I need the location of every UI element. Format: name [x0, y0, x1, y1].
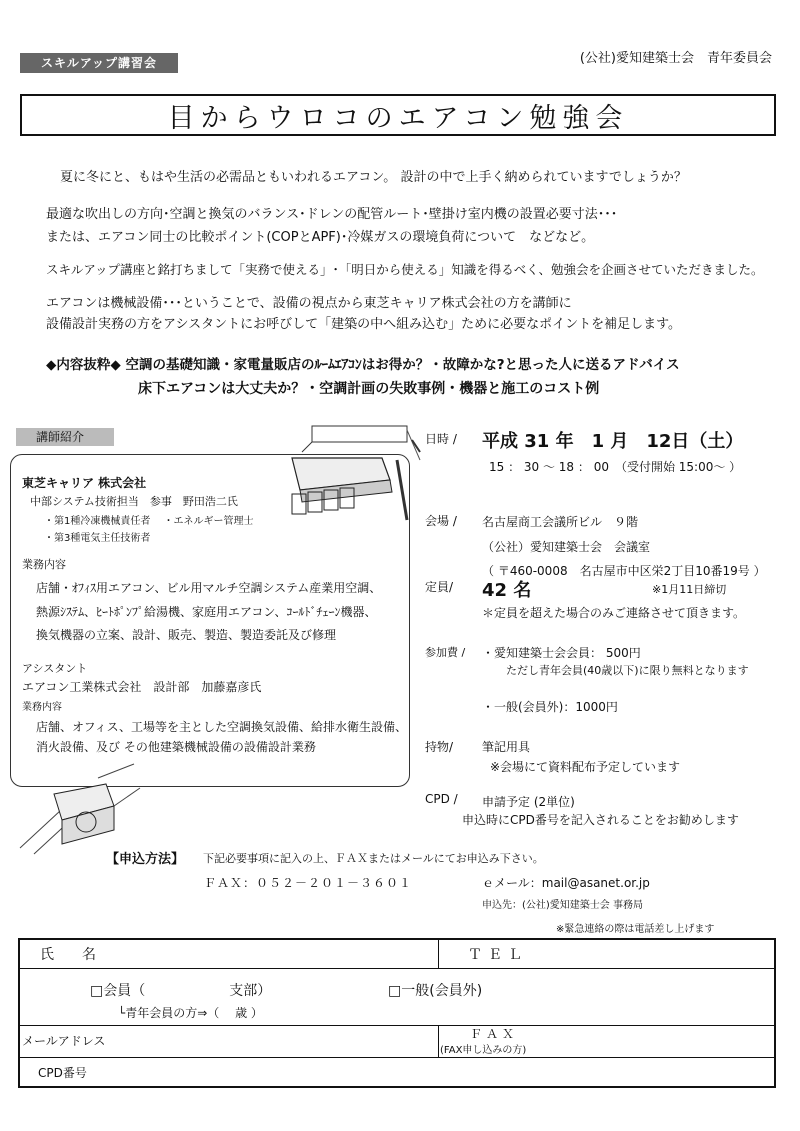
date-label: 日時 / [425, 432, 457, 446]
lecturer-company: 東芝キャリア 株式会社 [22, 476, 147, 490]
apply-label: 【申込方法】 [106, 852, 185, 867]
lecturer-role: 中部システム技術担当 参事 野田浩二氏 [30, 495, 238, 508]
form-general-checkbox[interactable]: □一般(会員外) [388, 983, 483, 999]
lecturer-section-label: 講師紹介 [16, 428, 114, 446]
assistant-work-line: 店舗、オフィス、工場等を主とした空調換気設備、給排水衛生設備、 [36, 720, 408, 734]
urgent-note: ※緊急連絡の際は電話差し上げます [556, 924, 715, 935]
assistant-work-label: 業務内容 [22, 702, 62, 713]
deadline: ※1月11日締切 [652, 583, 727, 596]
cpd-label: CPD / [425, 792, 458, 806]
assistant-work-line: 消火設備、及び その他建築機械設備の設備設計業務 [36, 740, 316, 754]
bring-label: 持物/ [425, 740, 454, 754]
fee-member-note: ただし青年会員(40歳以下)に限り無料となります [506, 664, 749, 677]
form-tel-field[interactable]: ＴＥＬ [468, 947, 528, 963]
event-time: 15 ： 30 ～ 18 ： 00 （受付開始 15:00～ ） [489, 460, 742, 474]
apply-destination: 申込先：(公社)愛知建築士会 事務局 [482, 900, 643, 911]
work-label: 業務内容 [22, 558, 66, 571]
lecturer-quals: ・第3種電気主任技術者 [44, 533, 151, 544]
title-box [20, 94, 776, 136]
form-name-field[interactable]: 氏 名 [40, 947, 96, 963]
fee-member: ・愛知建築士会会員： 500円 [482, 646, 641, 660]
content-highlights-2: 床下エアコンは大丈夫か？・空調計画の失敗事例・機器と施工のコスト例 [138, 381, 600, 397]
cpd-note: 申込時にCPD番号を記入されることをお勧めします [462, 813, 739, 827]
fee-general: ・一般(会員外)：1000円 [482, 700, 618, 714]
outdoor-unit-illustration [14, 758, 144, 858]
email-address: ｅメール：mail@asanet.or.jp [482, 876, 650, 890]
page-title: 目からウロコのエアコン勉強会 [167, 102, 629, 134]
capacity-note: ＊定員を超えた場合のみご連絡させて頂きます。 [482, 606, 746, 620]
venue-line: （公社）愛知建築士会 会議室 [482, 540, 651, 554]
apply-text: 下記必要事項に記入の上、ＦＡＸまたはメールにてお申込み下さい。 [203, 852, 544, 865]
intro-line: または、エアコン同士の比較ポイント(COPとAPF)･冷媒ガスの環境負荷について などなど。 [46, 230, 595, 245]
capacity-label: 定員/ [425, 580, 454, 594]
assistant-label: アシスタント [22, 662, 88, 675]
work-line: 換気機器の立案、設計、販売、製造、製造委託及び修理 [36, 628, 337, 642]
venue-label: 会場 / [425, 514, 457, 528]
capacity: 42 名 [482, 580, 532, 601]
form-fax-field[interactable]: ＦＡＸ [470, 1027, 519, 1041]
form-member-checkbox[interactable]: □会員（ 支部） [90, 983, 272, 999]
form-email-field[interactable]: メールアドレス [22, 1034, 106, 1048]
intro-line: スキルアップ講座と銘打ちまして「実務で使える」･「明日から使える」知識を得るべく、勉強会を企画させていただきました。 [46, 262, 764, 277]
intro-line: 設備設計実務の方をアシスタントにお呼びして「建築の中へ組み込む」ために必要なポイントを補足します。 [46, 317, 682, 332]
content-highlights: ◆内容抜粋◆ 空調の基礎知識・家電量販店のﾙｰﾑｴｱｺﾝはお得か？・故障かな?と思った人に送るアドバイス [46, 357, 680, 373]
venue-address: （ 〒460-0008 名古屋市中区栄2丁目10番19号 ） [482, 564, 766, 578]
form-fax-note: (FAX申し込みの方) [440, 1045, 527, 1056]
intro-line: 最適な吹出しの方向･空調と換気のバランス･ドレンの配管ルート･壁掛け室内機の設置必要寸法･･･ [46, 207, 618, 222]
intro-line: エアコンは機械設備･･･ということで、設備の視点から東芝キャリア株式会社の方を講師に [46, 296, 572, 311]
work-line: 熱源ｼｽﾃﾑ、ﾋｰﾄﾎﾟﾝﾌﾟ給湯機、家庭用エアコン、ｺｰﾙﾄﾞﾁｪｰﾝ機器、 [36, 605, 377, 619]
lecturer-quals: ・第1種冷凍機械責任者 ・エネルギー管理士 [44, 516, 254, 527]
fax-number: ＦＡＸ：０５２－２０１－３６０１ [204, 876, 413, 890]
form-cpd-field[interactable]: CPD番号 [38, 1066, 87, 1080]
organizer: (公社)愛知建築士会 青年委員会 [579, 51, 772, 66]
work-line: 店舗・ｵﾌｨｽ用エアコン、ビル用マルチ空調システム産業用空調、 [36, 581, 382, 595]
venue-line: 名古屋商工会議所ビル ９階 [482, 515, 639, 529]
form-youth-age-field[interactable]: └青年会員の方⇒（ 歳 ） [118, 1006, 263, 1020]
intro-line: 夏に冬にと、もはや生活の必需品ともいわれるエアコン。 設計の中で上手く納められていますでしょうか？ [60, 170, 687, 185]
bring-items: 筆記用具 [482, 740, 531, 754]
event-type-badge: スキルアップ講習会 [20, 53, 178, 73]
event-date: 平成 31 年 1 月 12日（土） [482, 431, 744, 452]
cpd-status: 申請予定 (2単位) [482, 795, 575, 809]
fee-label: 参加費 / [425, 646, 466, 659]
bring-note: ※会場にて資料配布予定しています [490, 760, 681, 774]
assistant-name: エアコン工業株式会社 設計部 加藤嘉彦氏 [22, 680, 262, 694]
